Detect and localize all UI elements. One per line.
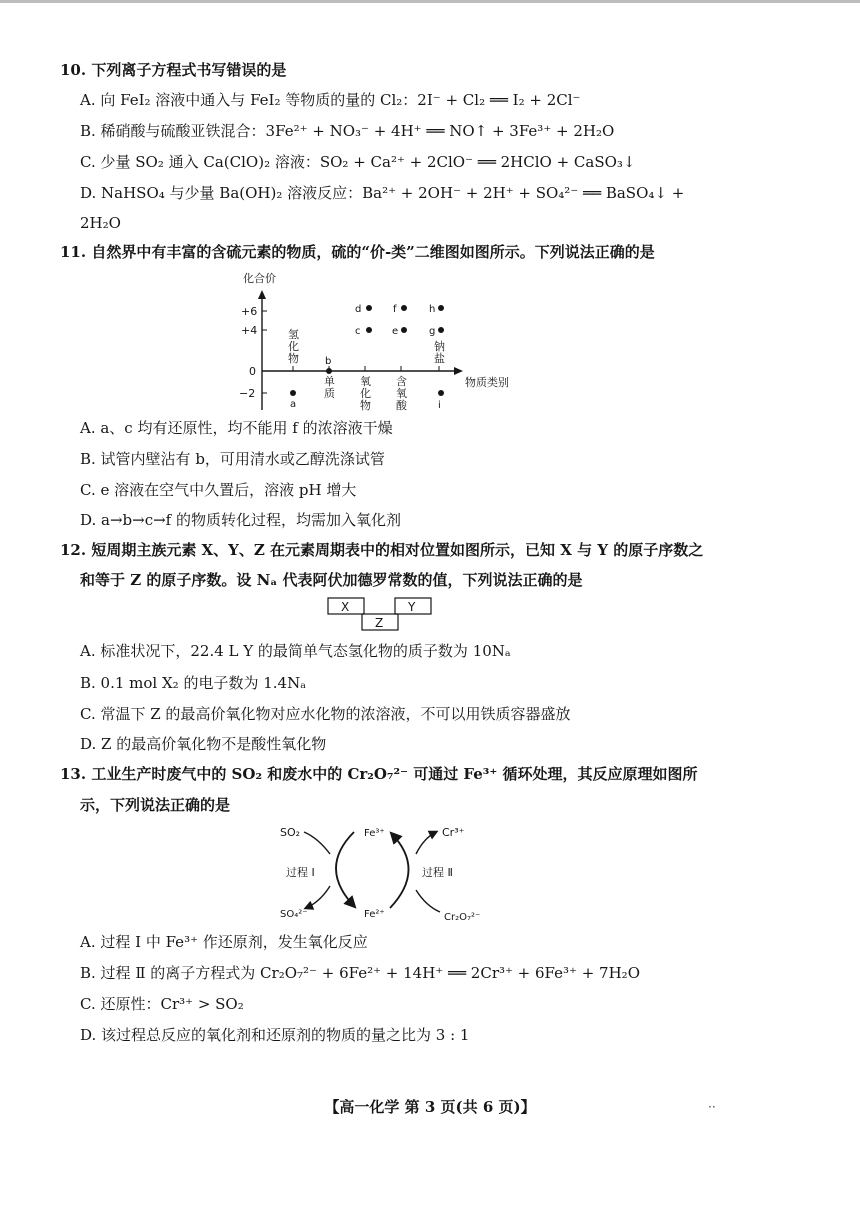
q13-stem-line1: 13. 工业生产时废气中的 SO₂ 和废水中的 Cr₂O₇²⁻ 可通过 Fe³⁺ 循环处理，其反应原理如图所 — [60, 765, 698, 783]
cell-z: Z — [375, 616, 384, 630]
cat-acid-3: 酸 — [396, 399, 407, 412]
chart-x-arrow — [454, 367, 463, 375]
label-h: h — [429, 304, 436, 315]
cat-oxide-1: 氧 — [360, 375, 371, 388]
q13-option-d: D. 该过程总反应的氧化剂和还原剂的物质的量之比为 3 : 1 — [80, 1026, 470, 1044]
cat-oxide-3: 物 — [360, 399, 371, 412]
point-c — [366, 327, 372, 333]
point-f — [401, 305, 407, 311]
periodic-table-fragment — [322, 596, 462, 636]
arrow-fe3-to-fe2 — [336, 832, 354, 906]
label-cr3: Cr³⁺ — [442, 826, 465, 839]
label-so2: SO₂ — [280, 826, 301, 839]
cell-x: X — [341, 600, 350, 614]
label-d: d — [355, 304, 362, 315]
q12-stem-line2: 和等于 Z 的原子序数。设 Nₐ 代表阿伏加德罗常数的值，下列说法正确的是 — [80, 571, 583, 589]
label-e: e — [392, 326, 399, 337]
q12-option-b: B. 0.1 mol X₂ 的电子数为 1.4Nₐ — [80, 674, 306, 692]
q11-option-a: A. a、c 均有还原性，均不能用 f 的浓溶液干燥 — [80, 419, 393, 437]
cell-y: Y — [408, 600, 416, 614]
q10-option-c: C. 少量 SO₂ 通入 Ca(ClO)₂ 溶液：SO₂ + Ca²⁺ + 2ClO⁻ ══ 2HClO + CaSO₃↓ — [80, 153, 636, 171]
scan-top-edge — [0, 0, 860, 3]
q10-stem: 10. 下列离子方程式书写错误的是 — [60, 61, 287, 79]
cat-hydride-1: 氢 — [288, 328, 299, 341]
point-a — [290, 390, 296, 396]
ytick-plus4: +4 — [241, 324, 258, 337]
label-cr2o7: Cr₂O₇²⁻ — [444, 912, 481, 923]
label-a: a — [290, 399, 297, 410]
q13-stem-line2: 示，下列说法正确的是 — [80, 796, 231, 814]
q10-option-d: D. NaHSO₄ 与少量 Ba(OH)₂ 溶液反应：Ba²⁺ + 2OH⁻ + 2H⁺ + SO₄²⁻ ══ BaSO₄↓ + — [80, 184, 685, 202]
label-process-2: 过程 Ⅱ — [422, 866, 453, 879]
cat-salt-2: 盐 — [434, 352, 445, 365]
q11-option-c: C. e 溶液在空气中久置后，溶液 pH 增大 — [80, 481, 357, 499]
label-so4: SO₄²⁻ — [280, 909, 308, 920]
cat-acid-1: 含 — [396, 375, 407, 388]
label-fe3: Fe³⁺ — [364, 828, 385, 839]
q12-option-a: A. 标准状况下，22.4 L Y 的最简单气态氢化物的质子数为 10Nₐ — [80, 642, 511, 660]
label-fe2: Fe²⁺ — [364, 909, 385, 920]
q11-option-d: D. a→b→c→f 的物质转化过程，均需加入氧化剂 — [80, 511, 402, 529]
label-b: b — [325, 356, 332, 367]
label-f: f — [393, 304, 397, 315]
ytick-minus2: −2 — [239, 387, 256, 400]
ytick-zero: 0 — [249, 365, 256, 378]
cat-element-2: 质 — [324, 387, 335, 400]
q12-stem-line1: 12. 短周期主族元素 X、Y、Z 在元素周期表中的相对位置如图所示，已知 X 与 Y 的原子序数之 — [60, 541, 704, 559]
q10-option-d-cont: 2H₂O — [80, 214, 121, 232]
q13-option-c: C. 还原性：Cr³⁺ > SO₂ — [80, 995, 244, 1013]
label-c: c — [355, 326, 361, 337]
label-i: i — [438, 400, 441, 411]
cat-acid-2: 氧 — [396, 387, 407, 400]
q12-option-c: C. 常温下 Z 的最高价氧化物对应水化物的浓溶液，不可以用铁质容器盛放 — [80, 705, 571, 723]
arrow-so2-in — [304, 832, 330, 854]
q10-option-a: A. 向 FeI₂ 溶液中通入与 FeI₂ 等物质的量的 Cl₂：2I⁻ + Cl₂ ══ I₂ + 2Cl⁻ — [80, 91, 581, 109]
cat-element-1: 单 — [324, 375, 335, 388]
arrow-fe2-to-fe3 — [390, 834, 409, 908]
chart-y-arrow — [258, 290, 266, 299]
point-i — [438, 390, 444, 396]
point-d — [366, 305, 372, 311]
valence-class-chart — [225, 268, 525, 416]
chart-xlabel: 物质类别 — [465, 376, 509, 389]
chart-ylabel: 化合价 — [243, 272, 276, 285]
cat-hydride-3: 物 — [288, 352, 299, 365]
fe-cycle-diagram — [270, 820, 530, 930]
point-g — [438, 327, 444, 333]
label-process-1: 过程 Ⅰ — [286, 866, 315, 879]
q11-stem: 11. 自然界中有丰富的含硫元素的物质，硫的“价-类”二维图如图所示。下列说法正确的是 — [60, 243, 655, 261]
arrow-so4-out — [306, 886, 330, 908]
cat-hydride-2: 化 — [288, 340, 299, 353]
page-footer: 【高一化学 第 3 页(共 6 页)】 — [324, 1098, 536, 1116]
point-e — [401, 327, 407, 333]
cat-salt-1: 钠 — [434, 340, 445, 353]
arrow-cr2o7-in — [416, 890, 440, 912]
q13-option-b: B. 过程 Ⅱ 的离子方程式为 Cr₂O₇²⁻ + 6Fe²⁺ + 14H⁺ ══ 2Cr³⁺ + 6Fe³⁺ + 7H₂O — [80, 964, 640, 982]
corner-mark: ·· — [708, 1100, 716, 1114]
q12-option-d: D. Z 的最高价氧化物不是酸性氧化物 — [80, 735, 327, 753]
cat-oxide-2: 化 — [360, 387, 371, 400]
q10-option-b: B. 稀硝酸与硫酸亚铁混合：3Fe²⁺ + NO₃⁻ + 4H⁺ ══ NO↑ + 3Fe³⁺ + 2H₂O — [80, 122, 615, 140]
q13-option-a: A. 过程 Ⅰ 中 Fe³⁺ 作还原剂，发生氧化反应 — [80, 933, 368, 951]
arrow-cr3-out — [416, 832, 436, 854]
q11-option-b: B. 试管内壁沾有 b，可用清水或乙醇洗涤试管 — [80, 450, 385, 468]
label-g: g — [429, 326, 436, 337]
point-b — [326, 368, 332, 374]
ytick-plus6: +6 — [241, 305, 258, 318]
point-h — [438, 305, 444, 311]
